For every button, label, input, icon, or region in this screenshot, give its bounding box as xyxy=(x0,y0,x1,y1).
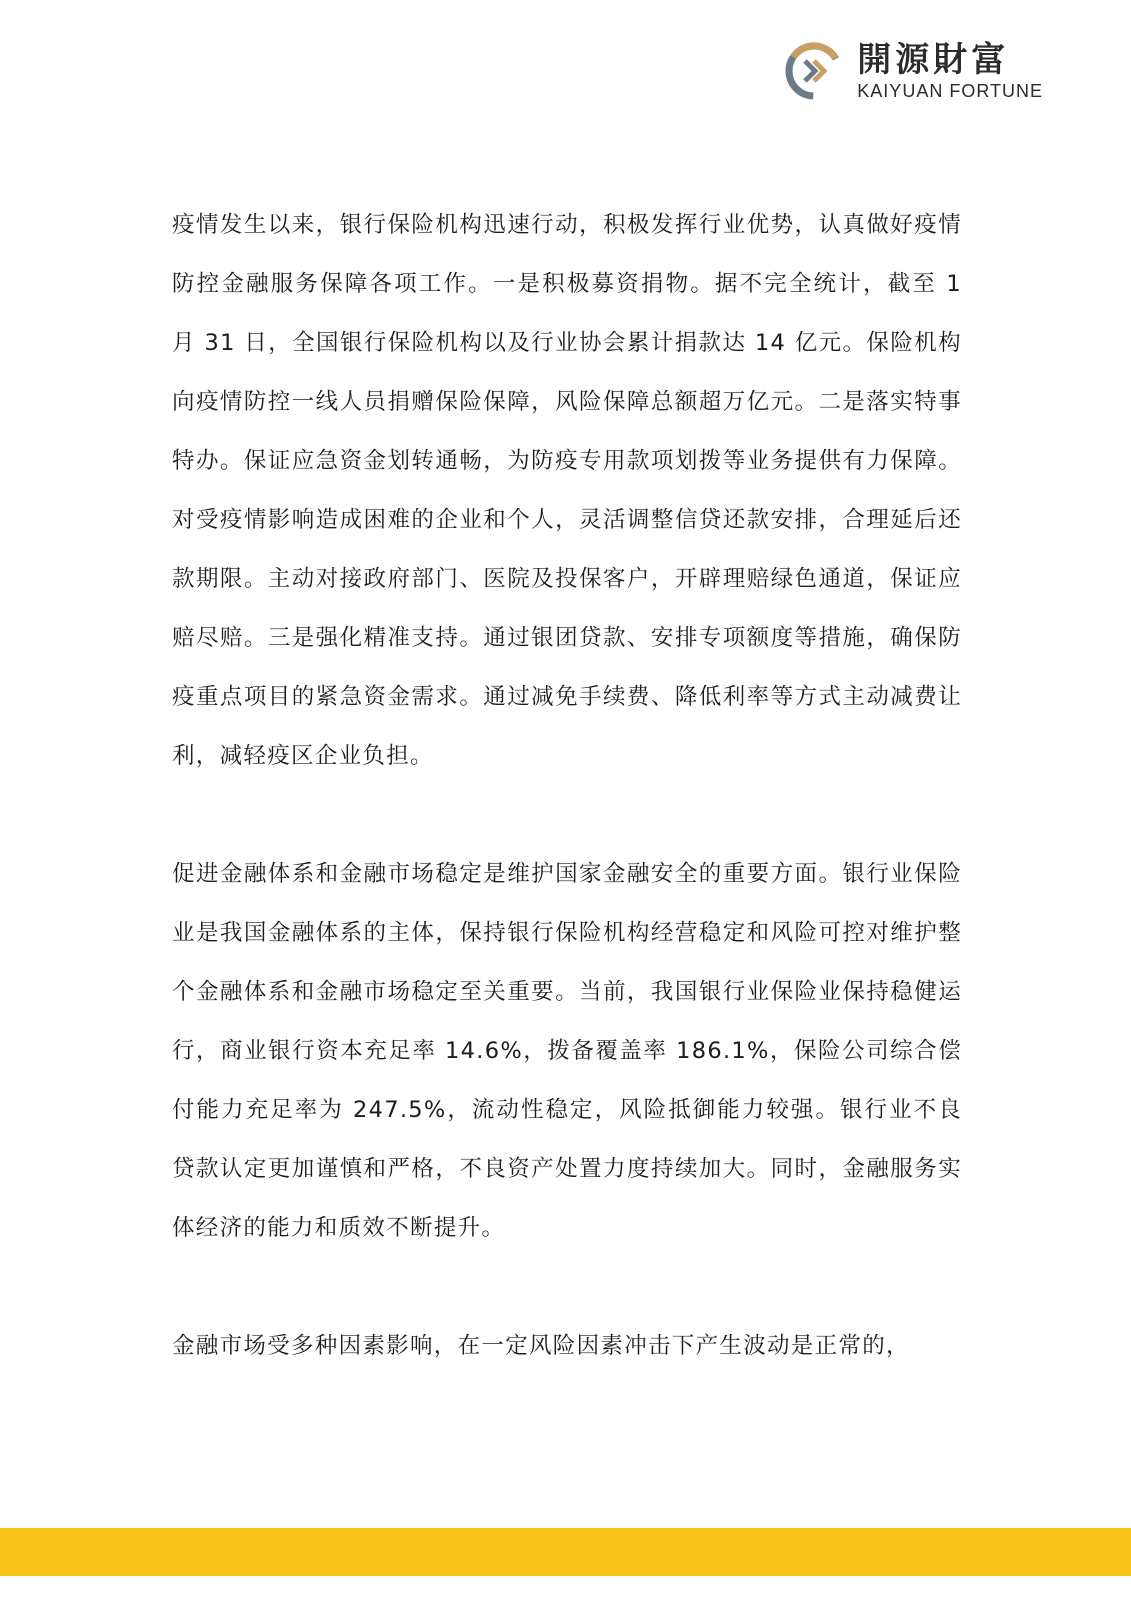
paragraph-market-volatility: 金融市场受多种因素影响，在一定风险因素冲击下产生波动是正常的， xyxy=(172,1333,910,1359)
brand-name-en: KAIYUAN FORTUNE xyxy=(857,81,1043,101)
paragraph-epidemic-response: 疫情发生以来，银行保险机构迅速行动，积极发挥行业优势，认真做好疫情防控金融服务保障各项工作。一是积极募资捐物。据不完全统计，截至 1 月 31 日，全国银行保险机构以及行业协会累计捐款达 14 亿元。保险机构向疫情防控一线人员捐赠保险保障，风险保障总额超万亿元。二是落实特事特办。保证应急资金划转通畅，为防疫专用款项划拨等业务提供有力保障。对受疫情影响造成困难的企业和个人，灵活调整信贷还款安排，合理延后还款期限。主动对接政府部门、医院及投保客户，开辟理赔绿色通道，保证应赔尽赔。三是强化精准支持。通过银团贷款、安排专项额度等措施，确保防疫重点项目的紧急资金需求。通过减免手续费、降低利率等方式主动减费让利，减轻疫区企业负担。 xyxy=(172,212,962,769)
footer-accent-bar xyxy=(0,1528,1131,1576)
paragraph-financial-stability: 促进金融体系和金融市场稳定是维护国家金融安全的重要方面。银行业保险业是我国金融体系的主体，保持银行保险机构经营稳定和风险可控对维护整个金融体系和金融市场稳定至关重要。当前，我国银行业保险业保持稳健运行，商业银行资本充足率 14.6%，拨备覆盖率 186.1%，保险公司综合偿付能力充足率为 247.5%，流动性稳定，风险抵御能力较强。银行业不良贷款认定更加谨慎和严格，不良资产处置力度持续加大。同时，金融服务实体经济的能力和质效不断提升。 xyxy=(172,861,962,1241)
brand-name-cn: 開源財富 xyxy=(857,40,1010,80)
brand-wordmark xyxy=(857,40,1043,102)
kaiyuan-logo-icon xyxy=(783,40,845,102)
brand-logo xyxy=(783,40,1043,102)
document-body xyxy=(172,196,962,1376)
